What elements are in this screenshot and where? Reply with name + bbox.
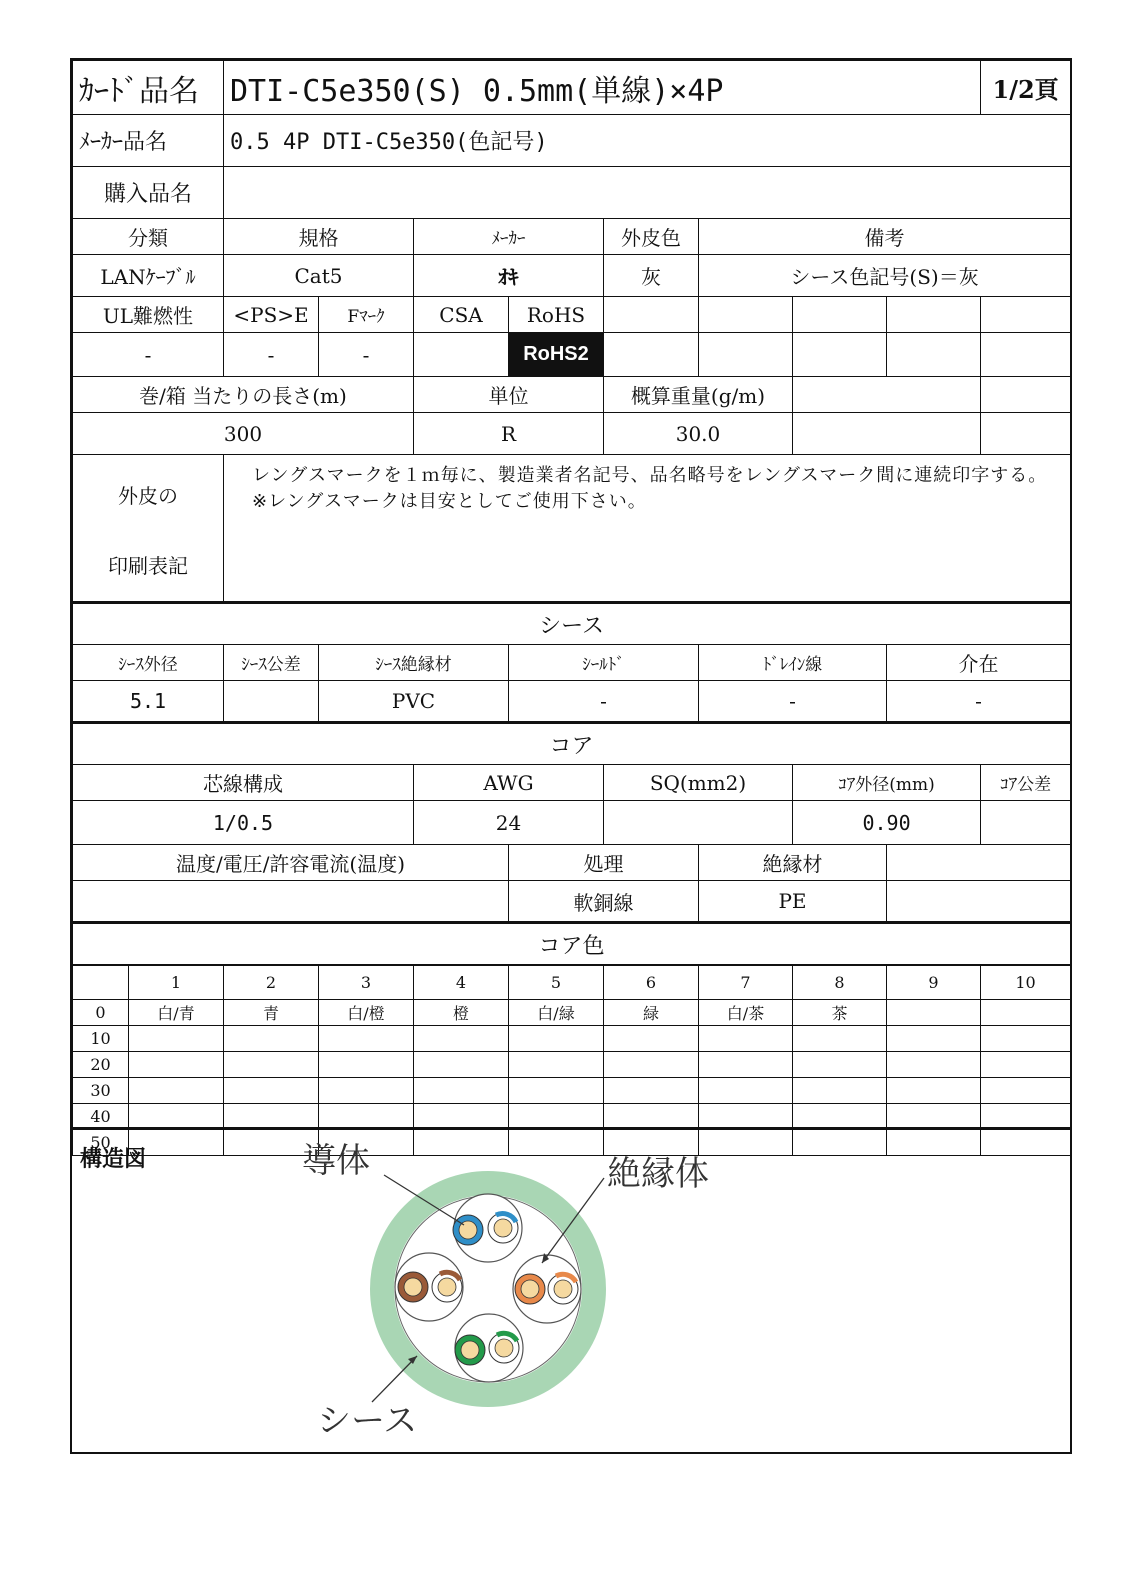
core-color-cell: 青 [224,1000,319,1026]
length-value: 300 [73,413,414,455]
class-header-category: 分類 [73,219,224,255]
cert-header-empty [604,297,699,333]
maker-name-label: ﾒｰｶｰ品名 [73,115,224,167]
core-color-cell [981,1000,1071,1026]
core-color-cell: 白/橙 [319,1000,414,1026]
sheath-value-od: 5.1 [73,681,224,723]
weight-header: 概算重量(g/m) [604,377,793,413]
core-color-row-label: 50 [73,1130,129,1156]
core-color-cell [699,1052,793,1078]
core-color-row-label: 30 [73,1078,129,1104]
cert-header-pse: <PS>E [224,297,319,333]
cert-value-empty [793,333,887,377]
conductor-icon [438,1278,456,1296]
cert-value-empty [604,333,699,377]
core-color-row [73,1104,1071,1130]
core-color-cell [224,1052,319,1078]
core-color-col-6: 6 [604,966,699,1000]
core-color-col-7: 7 [699,966,793,1000]
class-header-standard: 規格 [224,219,414,255]
cert-value-empty [887,333,981,377]
core-color-col-4: 4 [414,966,509,1000]
core-color-cell [981,1026,1071,1052]
length-header-empty [981,377,1071,413]
card-name-label: ｶｰﾄﾞ品名 [73,61,224,115]
core-color-cell [604,1052,699,1078]
core-color-cell [129,1052,224,1078]
core-header-treatment: 処理 [509,845,699,881]
core-color-cell [224,1026,319,1052]
core-color-cell [699,1026,793,1052]
printing-line-1: レングスマークを１ｍ毎に、製造業者名記号、品名略号をレングスマーク間に連続印字する。 [252,465,1048,486]
cert-header-ul: UL難燃性 [73,297,224,333]
core-header-construction: 芯線構成 [73,765,414,801]
core-value-insulation: PE [699,881,887,923]
class-header-remarks: 備考 [699,219,1071,255]
card-name-value: DTI-C5e350(S) 0.5mm(単線)×4P [224,61,981,115]
cert-header-fmark: Fﾏｰｸ [319,297,414,333]
length-value-empty [793,413,981,455]
core-header-awg: AWG [414,765,604,801]
core-value-sq [604,801,793,845]
core-color-cell [981,1078,1071,1104]
sheath-header-shield: ｼｰﾙﾄﾞ [509,645,699,681]
core-value-tol [981,801,1071,845]
structure-diagram-title: 構造図 [80,1147,147,1172]
core-value-od: 0.90 [793,801,981,845]
purchase-name-value [224,167,1071,219]
core-color-cell: 緑 [604,1000,699,1026]
insulator-label: 絶縁体 [607,1154,709,1194]
core-color-cell [604,1104,699,1130]
conductor-icon [495,1339,513,1357]
conductor-icon [554,1280,572,1298]
core-color-row [73,1078,1071,1104]
sheath-header-drain: ﾄﾞﾚｲﾝ線 [699,645,887,681]
sheath-header-tol: ｼｰｽ公差 [224,645,319,681]
cert-header-empty [793,297,887,333]
core-color-cell [793,1026,887,1052]
core-color-cell [509,1026,604,1052]
core-color-cell [699,1104,793,1130]
core-color-cell [129,1104,224,1130]
core-color-row-label: 0 [73,1000,129,1026]
cert-value-csa [414,333,509,377]
page-number: 1/2頁 [981,61,1071,115]
core-value-awg: 24 [414,801,604,845]
conductor-label: 導体 [302,1141,370,1181]
printing-text [224,455,1071,603]
product-card-sheet [70,58,1072,1454]
core-value-empty [887,881,1071,923]
core-color-col-1: 1 [129,966,224,1000]
core-color-cell [129,1078,224,1104]
printing-label-bottom: 印刷表記 [108,554,188,578]
core-color-cell [414,1052,509,1078]
core-color-cell [981,1052,1071,1078]
core-header-od: ｺｱ外径(mm) [793,765,981,801]
core-value-rating [73,881,509,923]
core-color-cell [699,1078,793,1104]
sheath-header-filler: 介在 [887,645,1071,681]
core-color-cell [224,1104,319,1130]
printing-label-top: 外皮の [118,484,178,508]
core-color-cell [887,1026,981,1052]
class-header-jacket-color: 外皮色 [604,219,699,255]
maker-name-value: 0.5 4P DTI-C5e350(色記号) [224,115,1071,167]
cert-value-ul: - [73,333,224,377]
core-color-cell: 白/茶 [699,1000,793,1026]
core-header-tol: ｺｱ公差 [981,765,1071,801]
core-color-row [73,1000,1071,1026]
core-color-cell [793,1078,887,1104]
core-color-cell [887,1052,981,1078]
cert-value-empty [981,333,1071,377]
core-color-cell [604,1078,699,1104]
core-color-cell [509,1104,604,1130]
length-header: 巻/箱 当たりの長さ(m) [73,377,414,413]
core-header-rating: 温度/電圧/許容電流(温度) [73,845,509,881]
core-color-cell [887,1000,981,1026]
sheath-value-shield: - [509,681,699,723]
core-value-construction: 1/0.5 [73,801,414,845]
core-color-row-label: 10 [73,1026,129,1052]
core-color-col-8: 8 [793,966,887,1000]
sheath-value-drain: - [699,681,887,723]
class-value-category: LANｹｰﾌﾞﾙ [73,255,224,297]
core-color-cell [319,1052,414,1078]
core-color-cell [319,1026,414,1052]
cert-header-empty [887,297,981,333]
core-color-cell [887,1078,981,1104]
core-color-row-label: 20 [73,1052,129,1078]
sheath-leader-line [372,1356,417,1402]
conductor-icon [461,1341,479,1359]
core-color-cell: 茶 [793,1000,887,1026]
printing-label [73,455,224,603]
core-color-cell: 橙 [414,1000,509,1026]
core-color-row [73,1052,1071,1078]
core-color-cell [509,1078,604,1104]
cert-header-empty [981,297,1071,333]
conductor-icon [494,1219,512,1237]
length-value-empty [981,413,1071,455]
cert-value-empty [699,333,793,377]
core-color-cell [319,1078,414,1104]
structure-diagram [72,1127,1070,1457]
core-section-title: コア [73,723,1071,765]
class-value-jacket-color: 灰 [604,255,699,297]
cable-cross-section [72,1130,1070,1457]
core-color-cell [319,1104,414,1130]
conductor-icon [521,1280,539,1298]
core-color-cell [509,1052,604,1078]
cert-header-empty [699,297,793,333]
cert-header-csa: CSA [414,297,509,333]
core-color-col-5: 5 [509,966,604,1000]
core-color-row [73,1026,1071,1052]
weight-value: 30.0 [604,413,793,455]
core-color-col-2: 2 [224,966,319,1000]
sheath-value-tol [224,681,319,723]
core-color-col-3: 3 [319,966,414,1000]
core-color-cell [604,1026,699,1052]
core-color-cell [887,1104,981,1130]
sheath-value-material: PVC [319,681,509,723]
core-color-cell [414,1104,509,1130]
spec-table [72,60,1071,965]
core-color-cell [793,1052,887,1078]
core-color-col-9: 9 [887,966,981,1000]
sheath-header-od: ｼｰｽ外径 [73,645,224,681]
class-value-maker: ｵｷ [414,255,604,297]
sheath-section-title: シース [73,603,1071,645]
core-color-cell [414,1078,509,1104]
purchase-name-label: 購入品名 [73,167,224,219]
core-header-sq: SQ(mm2) [604,765,793,801]
printing-line-2: ※レングスマークは目安としてご使用下さい。 [252,491,647,512]
core-color-row-label: 40 [73,1104,129,1130]
core-color-cell [981,1104,1071,1130]
cert-value-pse: - [224,333,319,377]
core-color-cell: 白/緑 [509,1000,604,1026]
sheath-value-filler: - [887,681,1071,723]
unit-header: 単位 [414,377,604,413]
unit-value: R [414,413,604,455]
core-color-cell: 白/青 [129,1000,224,1026]
cert-value-fmark: - [319,333,414,377]
class-value-standard: Cat5 [224,255,414,297]
core-color-cell [224,1078,319,1104]
core-value-treatment: 軟銅線 [509,881,699,923]
class-header-maker: ﾒｰｶｰ [414,219,604,255]
core-color-cell [414,1026,509,1052]
sheath-header-material: ｼｰｽ絶縁材 [319,645,509,681]
core-header-empty [887,845,1071,881]
rohs2-badge: RoHS2 [509,333,604,377]
core-color-cell [793,1104,887,1130]
core-color-corner [73,966,129,1000]
class-value-remarks: シース色記号(S)＝灰 [699,255,1071,297]
core-color-cell [129,1026,224,1052]
cert-header-rohs: RoHS [509,297,604,333]
sheath-label: シース [317,1401,418,1441]
length-header-empty [793,377,981,413]
conductor-icon [404,1278,422,1296]
core-color-section-title: コア色 [73,923,1071,965]
core-header-insulation: 絶縁材 [699,845,887,881]
core-color-col-10: 10 [981,966,1071,1000]
